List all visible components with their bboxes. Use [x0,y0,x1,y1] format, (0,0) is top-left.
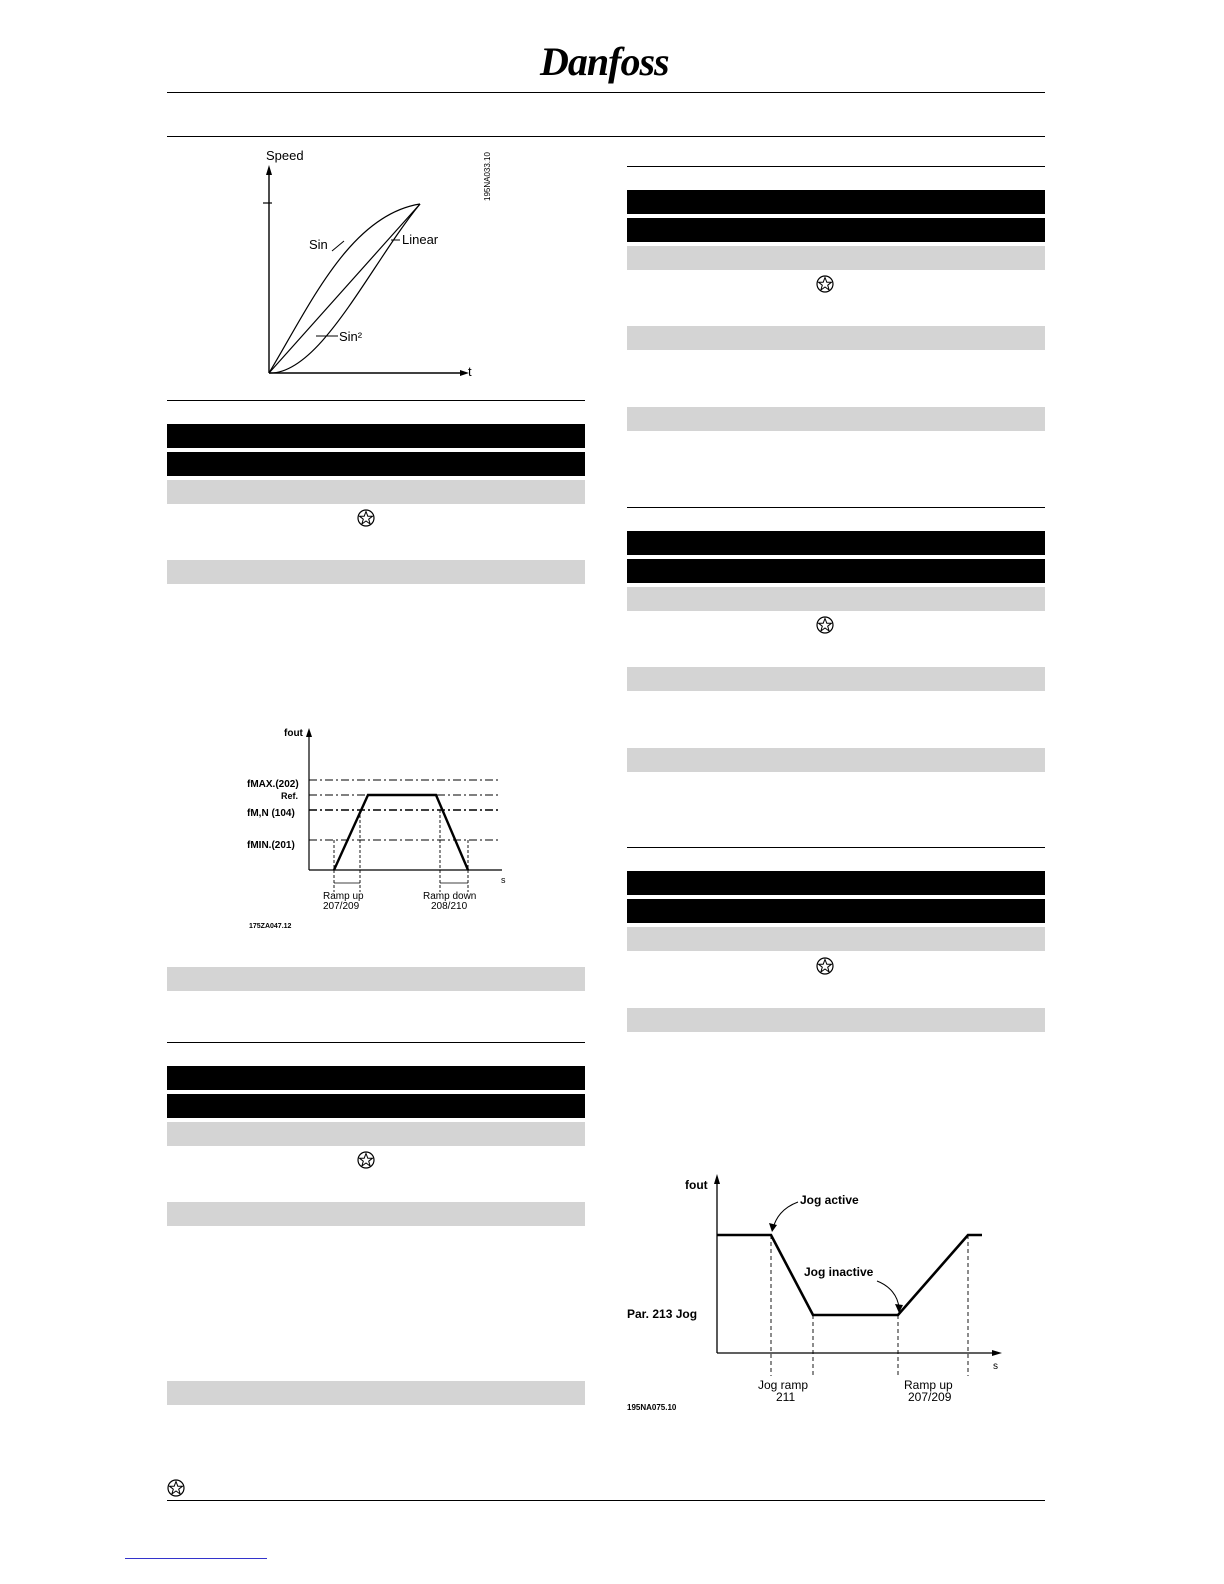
ramp-down-label-1: Ramp down [423,891,477,902]
param-title-bar-1b [167,452,585,476]
fout-axis-label-2: fout [685,1178,708,1192]
jog-level-label: Par. 213 Jog [627,1307,698,1321]
brand-logo: Danfoss [540,39,669,84]
right-section-rule-1 [627,166,1045,167]
star-icon [357,1151,375,1169]
function-bar-2 [167,967,585,991]
sin-label: Sin [309,237,328,252]
jog-ramp-param: 211 [776,1390,796,1404]
ramp-down-params-1: 208/210 [431,901,468,912]
star-icon [357,509,375,527]
ref-label: Ref. [281,791,299,801]
function-bar-4 [167,1381,585,1405]
s-axis-label-2: s [993,1361,998,1372]
speed-axis-label: Speed [266,148,304,163]
value-bar-3 [627,246,1045,270]
figure-id-1: 195NA033.10 [483,152,492,201]
value-bar-1 [167,480,585,504]
s-axis-label-1: s [501,875,506,885]
ramp-up-label-2: Ramp up [904,1378,953,1392]
fout-axis-label-1: fout [284,728,303,739]
fmax-label: fMAX.(202) [247,779,299,790]
star-icon [816,616,834,634]
jog-figure [622,1168,1012,1418]
value-bar-4 [627,587,1045,611]
footer-rule [167,1500,1045,1501]
fmin-label: fMIN.(201) [247,840,295,851]
figure-id-3: 195NA075.10 [627,1403,677,1412]
star-icon [816,957,834,975]
param-title-bar-3b [627,218,1045,242]
param-title-bar-5a [627,871,1045,895]
ramp-time-figure [240,722,520,937]
figure-id-2: 175ZA047.12 [249,923,292,930]
function-bar-7 [627,667,1045,691]
ramp-profile [334,795,468,870]
value-bar-5 [627,927,1045,951]
header-rule-bottom [167,136,1045,137]
fmn-label: fM,N (104) [247,808,295,819]
star-icon [816,275,834,293]
linear-label: Linear [402,232,439,247]
sin2-label: Sin² [339,329,363,344]
footer-link-underline[interactable] [125,1558,267,1559]
left-section-rule-1 [167,400,585,401]
param-title-bar-3a [627,190,1045,214]
ramp-up-params-1: 207/209 [323,901,360,912]
time-axis-label: t [468,364,472,379]
jog-active-label: Jog active [800,1193,859,1207]
param-title-bar-2b [167,1094,585,1118]
jog-inactive-label: Jog inactive [804,1265,874,1279]
param-title-bar-4b [627,559,1045,583]
left-section-rule-2 [167,1042,585,1043]
function-bar-8 [627,748,1045,772]
star-icon [167,1479,185,1497]
ramp-up-label-1: Ramp up [323,891,364,902]
header-rule-top [167,92,1045,93]
right-section-rule-3 [627,847,1045,848]
param-title-bar-5b [627,899,1045,923]
function-bar-1 [167,560,585,584]
function-bar-9 [627,1008,1045,1032]
jog-ramp-label: Jog ramp [758,1378,809,1392]
param-title-bar-2a [167,1066,585,1090]
function-bar-6 [627,407,1045,431]
ramp-up-params-2: 207/209 [908,1390,952,1404]
linear-curve [269,204,420,373]
ramp-type-figure [240,145,500,385]
function-bar-3 [167,1202,585,1226]
param-title-bar-1a [167,424,585,448]
function-bar-5 [627,326,1045,350]
right-section-rule-2 [627,507,1045,508]
value-bar-2 [167,1122,585,1146]
param-title-bar-4a [627,531,1045,555]
